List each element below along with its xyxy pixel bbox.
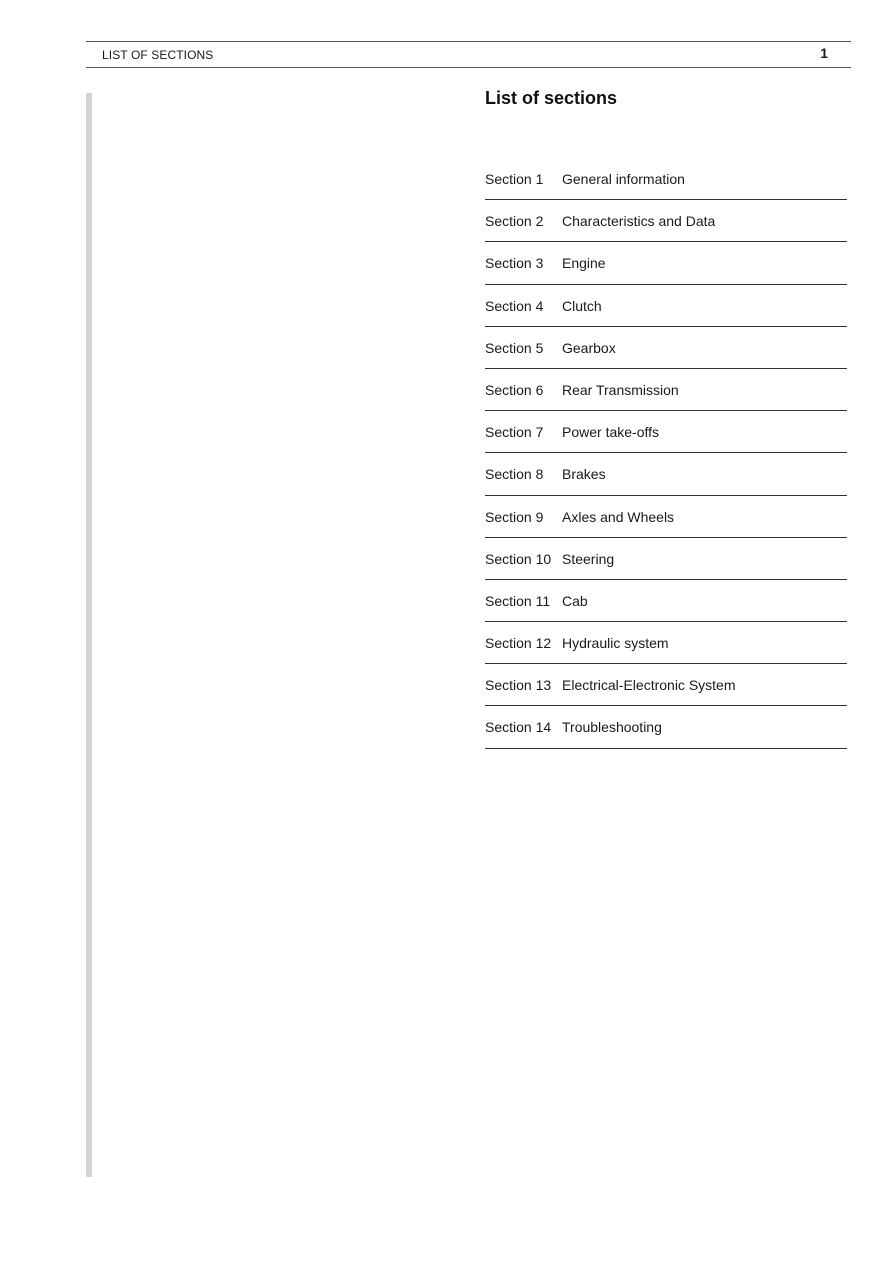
- page-title: List of sections: [485, 88, 618, 108]
- section-list: [485, 158, 847, 749]
- section-number: Section 5: [485, 339, 544, 356]
- header-title: LIST OF SECTIONS: [102, 48, 214, 62]
- section-number: Section 4: [485, 297, 544, 314]
- section-row-7[interactable]: [485, 411, 847, 453]
- section-row-12[interactable]: [485, 622, 847, 664]
- section-number: Section 8: [485, 466, 544, 483]
- section-name: General information: [562, 171, 685, 187]
- section-name: Steering: [562, 550, 615, 567]
- section-row-11[interactable]: [485, 580, 847, 622]
- section-row-4[interactable]: [485, 285, 847, 327]
- section-row-1[interactable]: [485, 158, 847, 200]
- section-number: Section 7: [485, 424, 544, 441]
- section-number: Section 14: [485, 719, 552, 736]
- section-name: Clutch: [562, 297, 602, 314]
- section-row-9[interactable]: [485, 496, 847, 538]
- section-number: Section 12: [485, 635, 552, 652]
- page-header: [86, 41, 851, 68]
- section-number: Section 2: [485, 213, 544, 230]
- section-number: Section 6: [485, 381, 544, 398]
- section-name: Characteristics and Data: [562, 213, 716, 230]
- section-row-8[interactable]: [485, 453, 847, 495]
- section-name: Hydraulic system: [562, 635, 669, 652]
- section-number: Section 9: [485, 508, 544, 525]
- section-name: Cab: [562, 592, 588, 609]
- page-number: 1: [820, 45, 828, 61]
- section-row-2[interactable]: [485, 200, 847, 242]
- section-name: Brakes: [562, 466, 606, 483]
- section-name: Troubleshooting: [562, 719, 662, 736]
- section-number: Section 13: [485, 677, 552, 694]
- section-name: Electrical-Electronic System: [562, 677, 736, 694]
- section-row-13[interactable]: [485, 664, 847, 706]
- section-number: Section 11: [485, 592, 551, 609]
- section-number: Section 1: [485, 171, 544, 187]
- section-row-6[interactable]: [485, 369, 847, 411]
- section-name: Engine: [562, 255, 606, 272]
- section-name: Power take-offs: [562, 424, 660, 441]
- section-row-10[interactable]: [485, 538, 847, 580]
- section-row-5[interactable]: [485, 327, 847, 369]
- section-row-14[interactable]: [485, 706, 847, 748]
- margin-bar: [86, 93, 92, 1177]
- section-name: Axles and Wheels: [562, 508, 675, 525]
- section-number: Section 10: [485, 550, 552, 567]
- section-name: Gearbox: [562, 339, 616, 356]
- section-name: Rear Transmission: [562, 381, 679, 398]
- section-number: Section 3: [485, 255, 544, 272]
- section-row-3[interactable]: [485, 242, 847, 284]
